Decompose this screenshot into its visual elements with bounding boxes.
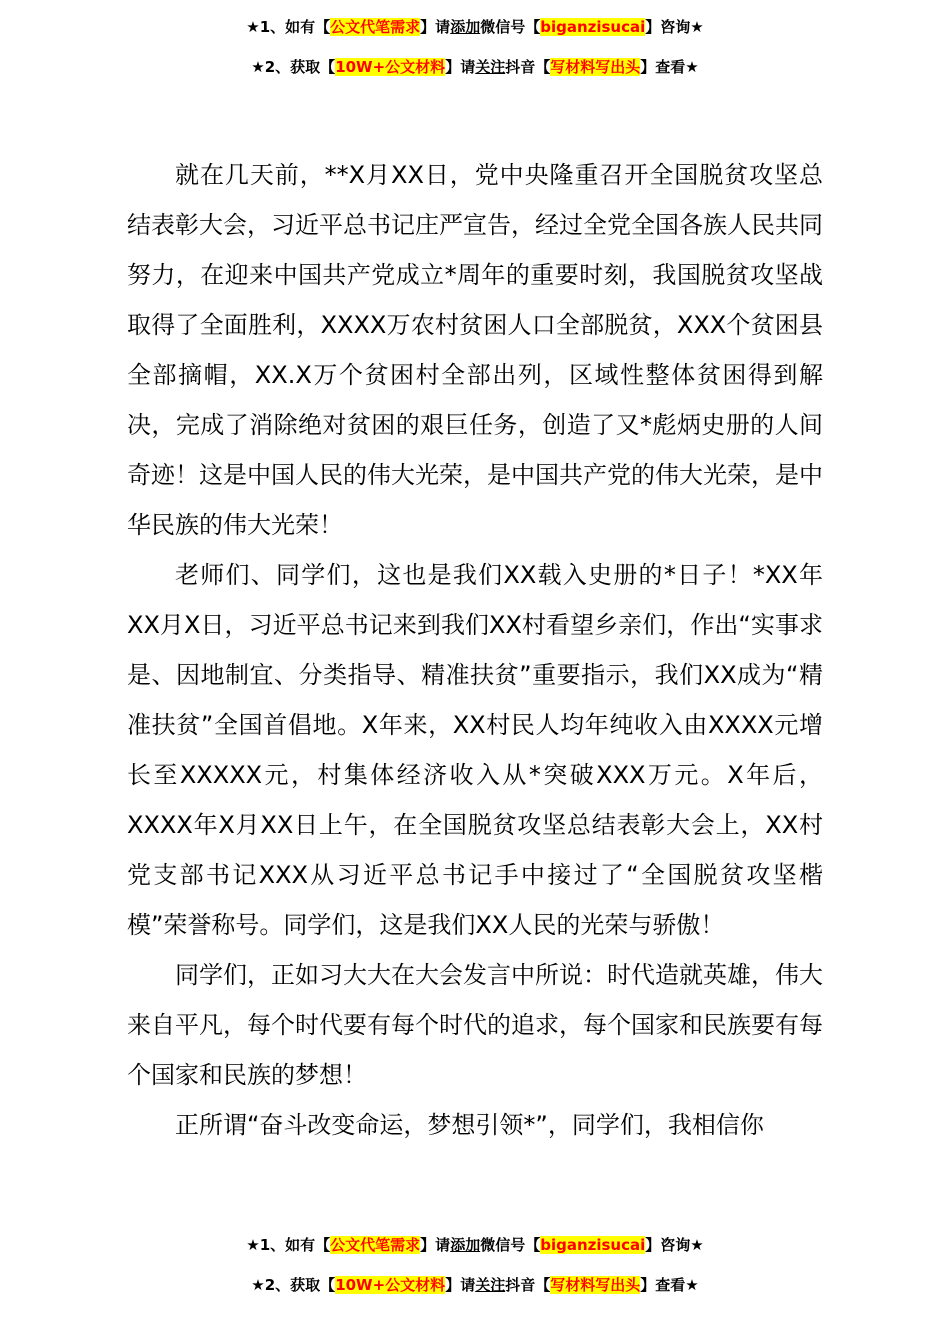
banner-highlight: 10W+公文材料 bbox=[335, 1276, 446, 1294]
banner-highlight: biganzisucai bbox=[540, 1236, 646, 1254]
paragraph-3: 同学们，正如习大大在大会发言中所说：时代造就英雄，伟大来自平凡，每个时代要有每个时代的追求，每个国家和民族要有每个国家和民族的梦想！ bbox=[127, 961, 823, 1089]
banner-text: ★1、如有【 bbox=[246, 18, 331, 36]
paragraph-1: 就在几天前，**X月XX日，党中央隆重召开全国脱贫攻坚总结表彰大会，习近平总书记庄严宣告，经过全党全国各族人民共同努力，在迎来中国共产党成立*周年的重要时刻，我国脱贫攻坚战取得了全面胜利，XXXX万农村贫困人口全部脱贫，XXX个贫困县全部摘帽，XX.X万个贫困村全部出列，区域性整体贫困得到解决，完成了消除绝对贫困的艰巨任务，创造了又*彪炳史册的人间奇迹！这是中国人民的伟大光荣，是中国共产党的伟大光荣，是中华民族的伟大光荣！ bbox=[127, 161, 823, 539]
banner-text: ★1、如有【 bbox=[246, 1236, 331, 1254]
banner-highlight: 写材料写出头 bbox=[550, 1276, 641, 1294]
footer-banner-line-1 bbox=[0, 1234, 950, 1256]
banner-highlight: biganzisucai bbox=[540, 18, 646, 36]
banner-underlined-text: 添加 bbox=[450, 18, 481, 36]
banner-text: 】请 bbox=[420, 18, 451, 36]
banner-text: 微信号【 bbox=[480, 1236, 541, 1254]
document-body bbox=[127, 150, 823, 1150]
header-banner-line-1 bbox=[0, 16, 950, 38]
banner-highlight: 写材料写出头 bbox=[550, 58, 641, 76]
banner-underlined-text: 关注 bbox=[475, 1276, 506, 1294]
banner-text: 抖音【 bbox=[505, 1276, 551, 1294]
banner-text: ★2、获取【 bbox=[251, 1276, 336, 1294]
banner-underlined-text: 关注 bbox=[475, 58, 506, 76]
banner-highlight: 公文代笔需求 bbox=[330, 1236, 421, 1254]
banner-highlight: 10W+公文材料 bbox=[335, 58, 446, 76]
banner-text: 】咨询★ bbox=[645, 18, 704, 36]
banner-text: 微信号【 bbox=[480, 18, 541, 36]
banner-text: 抖音【 bbox=[505, 58, 551, 76]
paragraph-4: 正所谓“奋斗改变命运，梦想引领*”，同学们，我相信你 bbox=[175, 1111, 764, 1139]
paragraph-2: 老师们、同学们，这也是我们XX载入史册的*日子！*XX年XX月X日，习近平总书记来到我们XX村看望乡亲们，作出“实事求是、因地制宜、分类指导、精准扶贫”重要指示，我们XX成为“精准扶贫”全国首倡地。X年来，XX村民人均年纯收入由XXXX元增长至XXXXX元，村集体经济收入从*突破XXX万元。X年后，XXXX年X月XX日上午，在全国脱贫攻坚总结表彰大会上，XX村党支部书记XXX从习近平总书记手中接过了“全国脱贫攻坚楷模”荣誉称号。同学们，这是我们XX人民的光荣与骄傲！ bbox=[127, 561, 823, 939]
header-banner-line-2 bbox=[0, 56, 950, 78]
banner-text: 】查看★ bbox=[640, 58, 699, 76]
banner-underlined-text: 添加 bbox=[450, 1236, 481, 1254]
banner-text: 】请 bbox=[445, 58, 476, 76]
banner-text: ★2、获取【 bbox=[251, 58, 336, 76]
banner-text: 】请 bbox=[445, 1276, 476, 1294]
banner-text: 】请 bbox=[420, 1236, 451, 1254]
footer-banner-line-2 bbox=[0, 1274, 950, 1296]
banner-text: 】查看★ bbox=[640, 1276, 699, 1294]
banner-text: 】咨询★ bbox=[645, 1236, 704, 1254]
banner-highlight: 公文代笔需求 bbox=[330, 18, 421, 36]
